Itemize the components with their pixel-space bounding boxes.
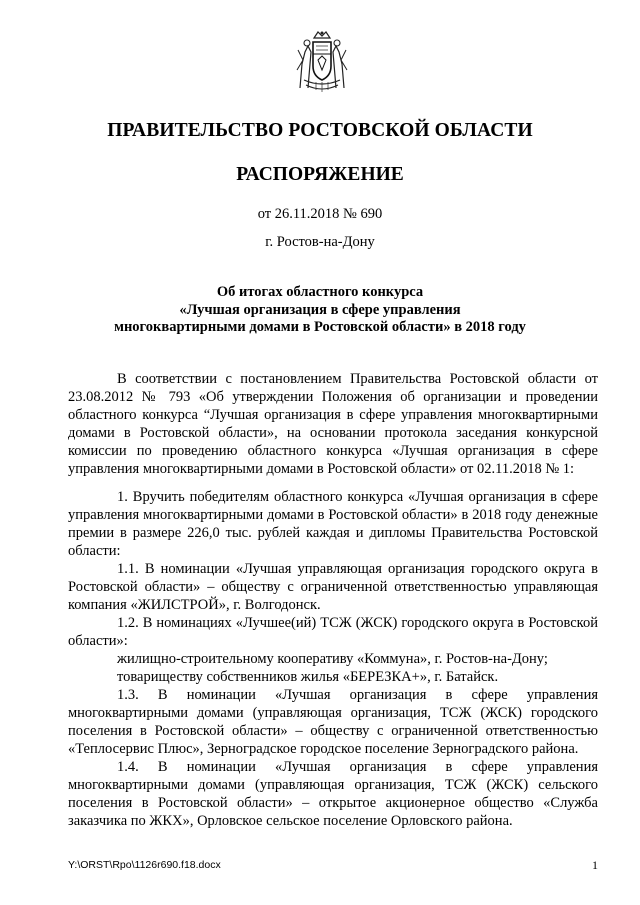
- document-date-number: от 26.11.2018 № 690: [257, 206, 383, 222]
- document-type: РАСПОРЯЖЕНИЕ: [236, 164, 404, 185]
- footer-file-path: Y:\ORST\Rpo\1126r690.f18.docx: [68, 859, 221, 871]
- paragraph-preamble: В соответствии с постановлением Правительства Ростовской области от 23.08.2012 № 793 «Об утверждении Положения об организации и проведении областного конкурса “Лучшая организация в сфере управления многоквартирными домами в Ростовской области», на основании протокола заседания конкурсной комиссии по проведению областного конкурса «Лучшая организация в сфере управления многоквартирными домами в Ростовской области» от 02.11.2018 № 1:: [68, 371, 598, 477]
- page-number: 1: [592, 858, 598, 872]
- subject-line: многоквартирными домами в Ростовской области» в 2018 году: [114, 319, 526, 335]
- paragraph-winner-kommuna: жилищно-строительному кооперативу «Коммуна», г. Ростов-на-Дону;: [117, 651, 548, 667]
- paragraph-winner-berezka: товариществу собственников жилья «БЕРЕЗКА+», г. Батайск.: [117, 669, 499, 685]
- coat-of-arms-icon: [294, 30, 350, 94]
- government-title: ПРАВИТЕЛЬСТВО РОСТОВСКОЙ ОБЛАСТИ: [107, 120, 533, 141]
- paragraph-item-1: 1. Вручить победителям областного конкурса «Лучшая организация в сфере управления многоквартирными домами в Ростовской области» в 2018 году денежные премии в размере 226,0 тыс. рублей каждая и дипломы Правительства Ростовской области:: [68, 489, 598, 559]
- paragraph-item-1-3: 1.3. В номинации «Лучшая организация в сфере управления многоквартирными домами (управляющая организация, ТСЖ (ЖСК) городского поселения в Ростовской области» – обществу с ограниченной ответственностью «Теплосервис Плюс», Зерноградское городское поселение Зерноградского района.: [68, 687, 598, 757]
- paragraph-item-1-4: 1.4. В номинации «Лучшая организация в сфере управления многоквартирными домами (управляющая организация, ТСЖ (ЖСК) сельского поселения в Ростовской области» – открытое акционерное общество «Служба заказчика по ЖКХ», Орловское сельское поселение Орловского района.: [68, 759, 598, 829]
- document-city: г. Ростов-на-Дону: [265, 234, 375, 250]
- document-subject: [40, 284, 600, 337]
- paragraph-item-1-2: 1.2. В номинациях «Лучшее(ий) ТСЖ (ЖСК) городского округа в Ростовской области»:: [68, 615, 598, 649]
- subject-line: Об итогах областного конкурса: [216, 284, 424, 300]
- paragraph-item-1-1: 1.1. В номинации «Лучшая управляющая организация городского округа в Ростовской области» – обществу с ограниченной ответственностью управляющая компания «ЖИЛСТРОЙ», г. Волгодонск.: [68, 561, 598, 613]
- document-body: [68, 370, 598, 830]
- subject-line: «Лучшая организация в сфере управления: [179, 301, 461, 318]
